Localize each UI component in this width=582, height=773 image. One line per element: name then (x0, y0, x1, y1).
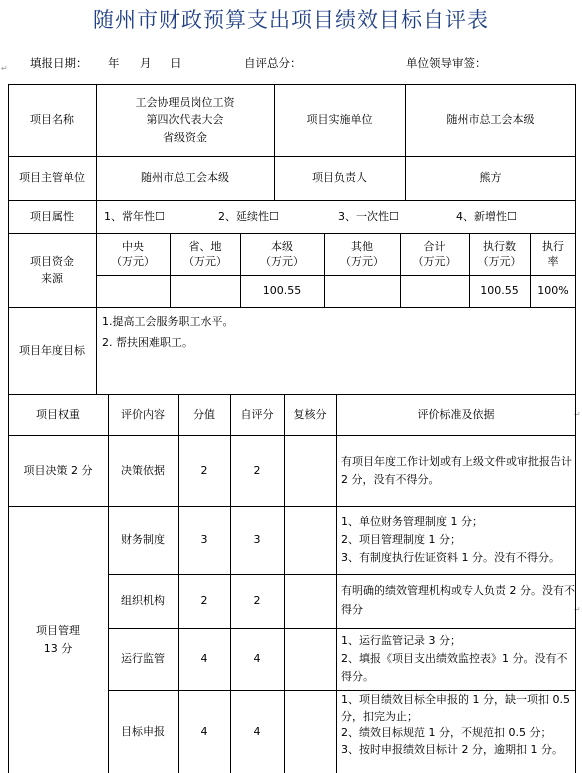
leader-sign-label: 单位领导审签： (406, 56, 487, 70)
score-label: 自评总分： (244, 56, 302, 70)
funds-header-other: 其他 （万元） (340, 239, 384, 268)
score-goal-declaration: 4 (200, 724, 208, 738)
review-score-goal-declaration (284, 690, 336, 773)
review-score-finance-system (284, 506, 336, 574)
fill-date-label: 填报日期： (30, 56, 88, 70)
funds-header-total: 合计 （万元） (412, 239, 457, 268)
right-margin-marker-icon: ↵ (574, 605, 581, 614)
right-margin-marker-icon: ↵ (574, 410, 581, 419)
self-score-finance-system: 3 (253, 533, 261, 547)
day-label: 日 (170, 56, 182, 70)
funds-header-executed: 执行数 （万元） (477, 239, 522, 268)
criteria-finance-system: 1、单位财务管理制度 1 分； 2、项目管理制度 1 分； 3、有制度执行佐证资料 1 分。没有不得分。 (341, 514, 560, 565)
content-decision-basis: 决策依据 (121, 463, 165, 477)
funds-header-local: 本级 （万元） (260, 239, 304, 268)
attr-option-one-time[interactable]: 3、一次性☐ (338, 209, 399, 223)
self-score-goal-declaration: 4 (253, 724, 261, 738)
self-score-operation-supervision: 4 (253, 652, 261, 666)
funds-value-rate: 100% (537, 284, 569, 298)
owner-label: 项目负责人 (312, 171, 367, 185)
annual-goal-label: 项目年度目标 (19, 343, 85, 357)
review-score-organization (284, 574, 336, 628)
criteria-organization: 有明确的绩效管理机构或专人负责 2 分。没有不得分 (341, 584, 575, 616)
funds-value-province (170, 275, 240, 307)
project-name-value: 工会协理员岗位工资 第四次代表大会 省级资金 (135, 96, 235, 144)
criteria-decision-basis: 有项目年度工作计划或有上级文件或审批报告计 2 分，没有不得分。 (341, 455, 572, 486)
month-label: 月 (140, 56, 152, 70)
score-operation-supervision: 4 (200, 652, 208, 666)
funds-value-central (96, 275, 170, 307)
content-finance-system: 财务制度 (121, 533, 165, 547)
funds-value-executed: 100.55 (480, 284, 519, 298)
eval-header-weight: 项目权重 (36, 407, 80, 421)
score-finance-system: 3 (200, 533, 208, 547)
criteria-goal-declaration: 1、项目绩效目标全申报的 1 分，缺一项扣 0.5 分，扣完为止； 2、绩效目标规范 1 分，不规范扣 0.5 分； 3、按时申报绩效目标计 2 分，逾期扣 1 分。 (341, 693, 570, 756)
year-label: 年 (108, 56, 120, 70)
content-goal-declaration: 目标申报 (121, 724, 165, 738)
funds-source-label: 项目资金 来源 (30, 254, 74, 285)
annual-goal-text: 1.提高工会服务职工水平。 2. 帮扶困难职工。 (102, 315, 234, 349)
owner-value: 熊方 (479, 171, 502, 185)
weight-management: 项目管理 13 分 (36, 624, 80, 655)
score-organization: 2 (200, 594, 208, 608)
self-score-decision-basis: 2 (253, 463, 261, 477)
criteria-operation-supervision: 1、运行监管记录 3 分； 2、填报《项目支出绩效监控表》1 分。没有不得分。 (341, 633, 568, 684)
score-decision-basis: 2 (200, 463, 208, 477)
content-organization: 组织机构 (121, 594, 165, 608)
eval-header-review-score: 复核分 (293, 407, 327, 421)
project-name-label: 项目名称 (30, 113, 74, 127)
eval-header-criteria: 评价标准及依据 (417, 407, 495, 421)
funds-value-local: 100.55 (262, 284, 302, 298)
dept-label: 项目主管单位 (19, 171, 85, 185)
weight-decision: 项目决策 2 分 (23, 463, 93, 477)
funds-header-province: 省、地 （万元） (183, 239, 227, 268)
attr-option-continuing[interactable]: 2、延续性☐ (218, 209, 279, 223)
funds-value-total (400, 275, 469, 307)
eval-header-self-score: 自评分 (240, 407, 274, 421)
review-score-decision-basis (284, 435, 336, 506)
funds-header-central: 中央 （万元） (111, 239, 155, 268)
review-score-operation-supervision (284, 628, 336, 690)
funds-header-rate: 执行 率 (542, 239, 564, 268)
self-score-organization: 2 (253, 594, 261, 608)
impl-unit-value: 随州市总工会本级 (446, 113, 535, 127)
eval-header-score: 分值 (193, 407, 215, 421)
impl-unit-label: 项目实施单位 (306, 113, 373, 127)
attr-option-recurring[interactable]: 1、常年性☐ (104, 209, 165, 223)
funds-value-other (324, 275, 400, 307)
attr-label: 项目属性 (30, 209, 74, 223)
left-margin-marker-icon: ↵ (1, 64, 8, 73)
content-operation-supervision: 运行监管 (121, 652, 165, 666)
attr-option-new[interactable]: 4、新增性☐ (456, 209, 517, 223)
eval-header-content: 评价内容 (121, 407, 165, 421)
dept-value: 随州市总工会本级 (141, 171, 229, 185)
page-title: 随州市财政预算支出项目绩效目标自评表 (93, 8, 489, 32)
